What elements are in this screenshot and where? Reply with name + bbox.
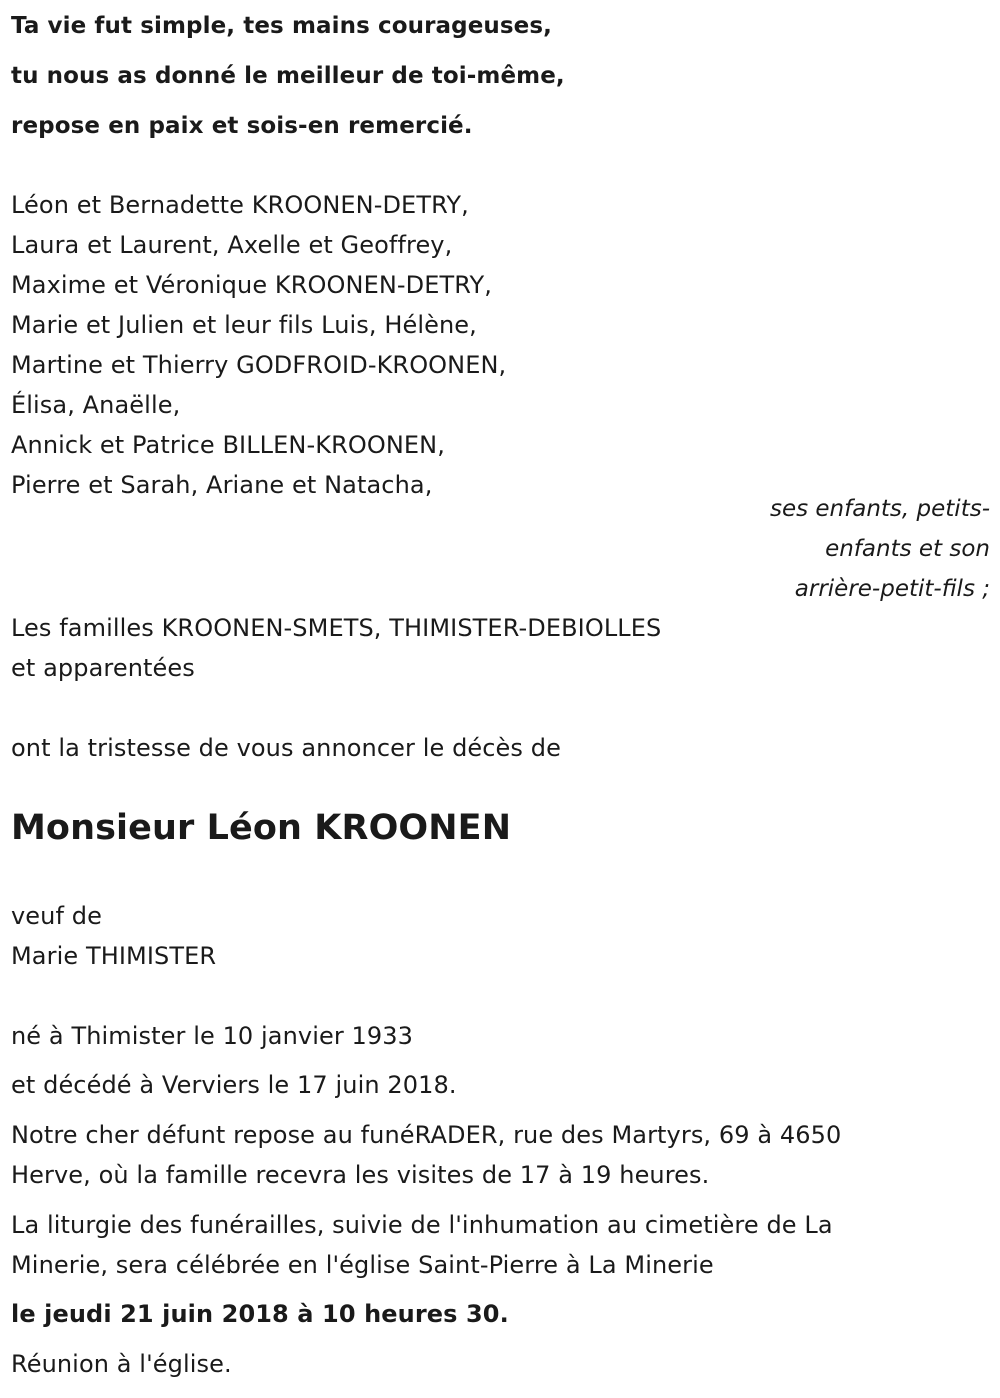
birth-info: né à Thimister le 10 janvier 1933 [11, 1022, 414, 1050]
announcement-text: ont la tristesse de vous annoncer le décès de [11, 734, 561, 762]
death-info: et décédé à Verviers le 17 juin 2018. [11, 1071, 457, 1099]
family-role-line-2: enfants et son [825, 536, 990, 562]
family-line-7: Annick et Patrice BILLEN-KROONEN, [11, 431, 445, 459]
family-line-1: Léon et Bernadette KROONEN-DETRY, [11, 191, 469, 219]
family-line-4: Marie et Julien et leur fils Luis, Hélène, [11, 311, 477, 339]
families-line-1: Les familles KROONEN-SMETS, THIMISTER-DEBIOLLES [11, 614, 662, 642]
poem-line-2: tu nous as donné le meilleur de toi-même, [11, 63, 565, 89]
meeting-info: Réunion à l'église. [11, 1350, 232, 1378]
poem-line-3: repose en paix et sois-en remercié. [11, 113, 473, 139]
rest-line-2: Herve, où la famille recevra les visites de 17 à 19 heures. [11, 1161, 710, 1189]
liturgy-line-2: Minerie, sera célébrée en l'église Saint-Pierre à La Minerie [11, 1251, 714, 1279]
family-role-line-3: arrière-petit-fils ; [794, 576, 990, 602]
deceased-name: Monsieur Léon KROONEN [11, 808, 512, 848]
families-line-2: et apparentées [11, 654, 195, 682]
family-line-2: Laura et Laurent, Axelle et Geoffrey, [11, 231, 453, 259]
family-line-5: Martine et Thierry GODFROID-KROONEN, [11, 351, 507, 379]
rest-line-1: Notre cher défunt repose au funéRADER, rue des Martyrs, 69 à 4650 [11, 1121, 842, 1149]
ceremony-date: le jeudi 21 juin 2018 à 10 heures 30. [11, 1300, 509, 1328]
spouse-line-1: veuf de [11, 902, 102, 930]
family-role-line-1: ses enfants, petits- [769, 496, 990, 522]
poem-line-1: Ta vie fut simple, tes mains courageuses, [11, 13, 553, 39]
spouse-line-2: Marie THIMISTER [11, 942, 217, 970]
family-line-6: Élisa, Anaëlle, [11, 391, 181, 419]
family-line-8: Pierre et Sarah, Ariane et Natacha, [11, 471, 433, 499]
liturgy-line-1: La liturgie des funérailles, suivie de l'inhumation au cimetière de La [11, 1211, 833, 1239]
family-line-3: Maxime et Véronique KROONEN-DETRY, [11, 271, 492, 299]
